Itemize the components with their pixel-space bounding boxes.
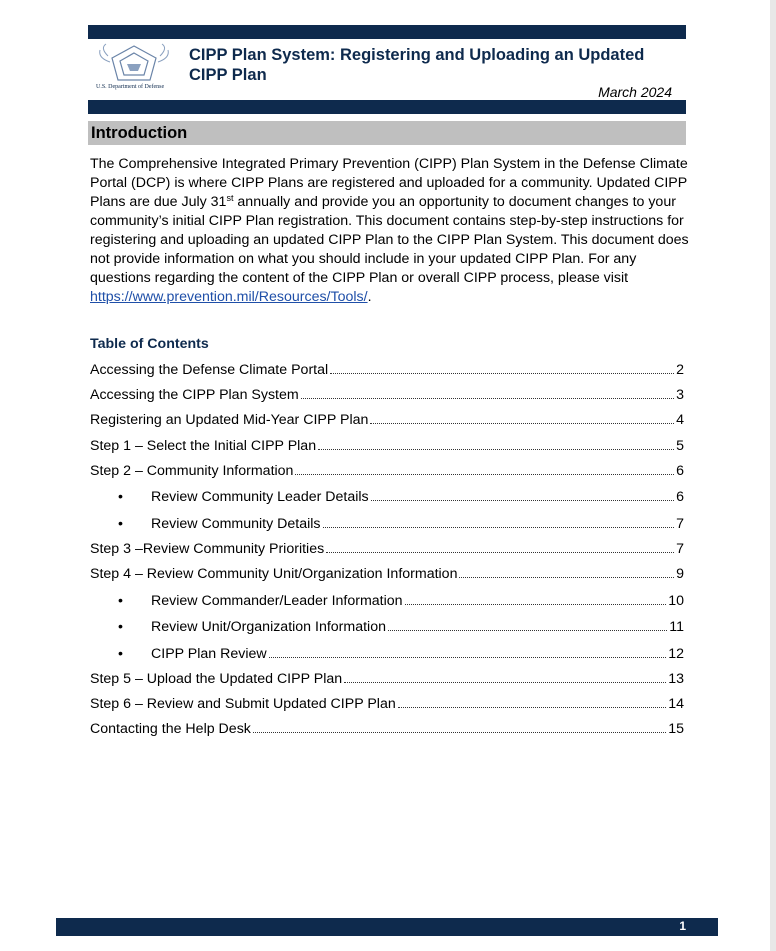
toc-entry-label: Registering an Updated Mid-Year CIPP Plan [90, 412, 369, 428]
toc-leader-dots [269, 656, 667, 658]
footer-bar [56, 918, 718, 936]
toc-leader-dots [323, 526, 675, 528]
intro-superscript: st [226, 193, 234, 203]
toc-leader-dots [301, 397, 674, 399]
toc-entry[interactable] [90, 361, 684, 379]
toc-leader-dots [398, 706, 666, 708]
toc-entry-page: 11 [669, 619, 684, 635]
toc-entry-label: Step 4 – Review Community Unit/Organization Information [90, 566, 458, 582]
toc-entry[interactable] [90, 695, 684, 713]
toc-entry[interactable] [90, 488, 684, 506]
toc-leader-dots [344, 681, 666, 683]
toc-entry-label: Review Community Details [151, 516, 321, 532]
toc-entry-page: 15 [668, 721, 684, 737]
bullet-icon: • [118, 516, 123, 532]
toc-entry-label: Review Unit/Organization Information [151, 619, 386, 635]
toc-entry-page: 14 [668, 696, 684, 712]
prevention-tools-link[interactable]: https://www.prevention.mil/Resources/Tools/ [90, 289, 368, 305]
intro-text-2: annually and provide you an opportunity to document changes to your community’s initial CIPP Plan registration. This document contains step-by-step instructions for registering and uploading an updated CIPP Plan to the CIPP Plan System. This document does not provide information on what you should include in your updated CIPP Plan. For any questions regarding the content of the CIPP Plan or overall CIPP process, please visit [90, 194, 689, 286]
toc-leader-dots [371, 499, 674, 501]
toc-entry-label: Step 6 – Review and Submit Updated CIPP Plan [90, 696, 396, 712]
toc-entry-page: 6 [676, 463, 684, 479]
toc-entry[interactable] [90, 386, 684, 404]
toc-entry-label: Accessing the Defense Climate Portal [90, 362, 329, 378]
bullet-icon: • [118, 646, 123, 662]
toc-entry-page: 4 [676, 412, 684, 428]
bullet-icon: • [118, 619, 123, 635]
intro-text-end: . [367, 289, 372, 305]
toc-entry-label: CIPP Plan Review [151, 646, 267, 662]
toc-entry-page: 9 [676, 566, 684, 582]
toc-entry-page: 7 [676, 541, 684, 557]
toc-entry-label: Contacting the Help Desk [90, 721, 251, 737]
toc-entry[interactable] [90, 515, 684, 533]
toc-entry-label: Review Community Leader Details [151, 489, 369, 505]
toc-entry[interactable] [90, 462, 684, 480]
toc-leader-dots [459, 576, 674, 578]
toc-entry-label: Step 5 – Upload the Updated CIPP Plan [90, 671, 343, 687]
toc-leader-dots [405, 603, 667, 605]
toc-leader-dots [253, 731, 666, 733]
toc-entry-page: 5 [676, 438, 684, 454]
toc-entry-label: Step 2 – Community Information [90, 463, 294, 479]
toc-entry[interactable] [90, 592, 684, 610]
toc-entry-page: 3 [676, 387, 684, 403]
table-of-contents [90, 0, 684, 951]
toc-entry[interactable] [90, 645, 684, 663]
toc-title: Table of Contents [90, 336, 209, 352]
toc-entry[interactable] [90, 540, 684, 558]
toc-entry-page: 12 [668, 646, 684, 662]
toc-entry[interactable] [90, 618, 684, 636]
toc-leader-dots [318, 448, 674, 450]
toc-entry[interactable] [90, 565, 684, 583]
toc-entry-label: Accessing the CIPP Plan System [90, 387, 299, 403]
toc-entry-page: 7 [676, 516, 684, 532]
document-date: March 2024 [598, 84, 672, 100]
intro-text-1: The Comprehensive Integrated Primary Prevention (CIPP) Plan System in the Defense Climate Portal (DCP) is where CIPP Plans are registered and uploaded for a community. Updated CIPP Plans are due July 31 [90, 156, 688, 210]
toc-entry-page: 6 [676, 489, 684, 505]
page-number: 1 [679, 919, 686, 933]
toc-entry[interactable] [90, 670, 684, 688]
toc-leader-dots [295, 473, 674, 475]
toc-entry-label: Step 3 –Review Community Priorities [90, 541, 325, 557]
logo-caption: U.S. Department of Defense [96, 84, 165, 90]
toc-leader-dots [370, 422, 674, 424]
toc-leader-dots [326, 551, 674, 553]
toc-entry[interactable] [90, 720, 684, 738]
toc-leader-dots [388, 629, 667, 631]
toc-entry-page: 10 [668, 593, 684, 609]
section-heading: Introduction [91, 124, 188, 142]
toc-entry[interactable] [90, 437, 684, 455]
toc-entry-page: 13 [668, 671, 684, 687]
toc-entry-label: Step 1 – Select the Initial CIPP Plan [90, 438, 317, 454]
toc-entry-label: Review Commander/Leader Information [151, 593, 403, 609]
page-edge [770, 0, 776, 951]
bullet-icon: • [118, 593, 123, 609]
document-title: CIPP Plan System: Registering and Uploading an Updated CIPP Plan [189, 46, 645, 84]
bullet-icon: • [118, 489, 123, 505]
toc-leader-dots [330, 372, 674, 374]
toc-entry-page: 2 [676, 362, 684, 378]
toc-entry[interactable] [90, 411, 684, 429]
